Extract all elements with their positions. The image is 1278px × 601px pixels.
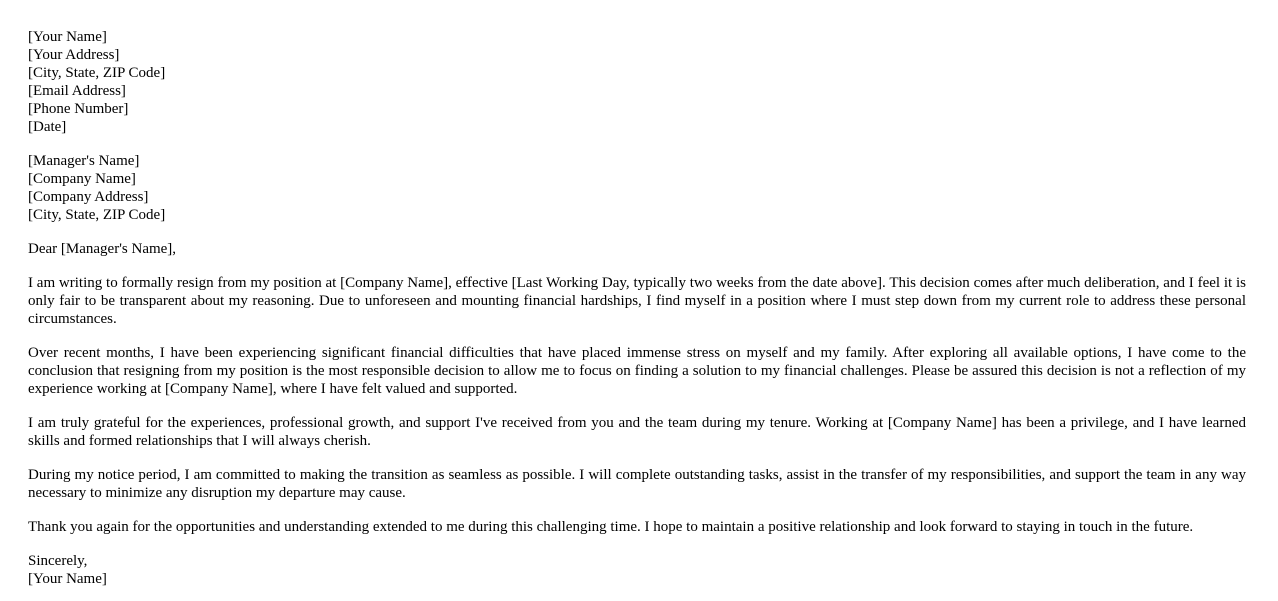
body-paragraph-financial-reason: Over recent months, I have been experiencing significant financial difficulties that have placed immense stress on myself and my family. After exploring all available options, I have come to the conclusion that resigning from my position is the most responsible decision to allow me to focus on finding a solution to my financial challenges. Please be assured this decision is not a reflection of my experience working at [Company Name], where I have felt valued and supported. — [28, 345, 1246, 397]
sender-name: [Your Name] — [28, 29, 107, 45]
letter-date: [Date] — [28, 119, 67, 135]
sender-city-state-zip: [City, State, ZIP Code] — [28, 65, 166, 81]
resignation-letter — [28, 28, 1246, 588]
salutation: Dear [Manager's Name], — [28, 241, 177, 257]
recipient-city-state-zip: [City, State, ZIP Code] — [28, 207, 166, 223]
body-paragraph-thanks: Thank you again for the opportunities and understanding extended to me during this challenging time. I hope to maintain a positive relationship and look forward to staying in touch in the future. — [28, 519, 1194, 535]
sender-address-block — [28, 28, 1246, 136]
recipient-company-name: [Company Name] — [28, 171, 136, 187]
body-paragraph-gratitude: I am truly grateful for the experiences, professional growth, and support I've received from you and the team during my tenure. Working at [Company Name] has been a privilege, and I have learned skills and formed relationships that I will always cherish. — [28, 415, 1246, 449]
closing-phrase: Sincerely, — [28, 553, 88, 569]
closing-block — [28, 552, 1246, 588]
signature-name: [Your Name] — [28, 571, 107, 587]
recipient-company-address: [Company Address] — [28, 189, 149, 205]
sender-address: [Your Address] — [28, 47, 120, 63]
body-paragraph-resignation-notice: I am writing to formally resign from my position at [Company Name], effective [Last Working Day, typically two weeks from the date above]. This decision comes after much deliberation, and I feel it is only fair to be transparent about my reasoning. Due to unforeseen and mounting financial hardships, I find myself in a position where I must step down from my current role to address these personal circumstances. — [28, 275, 1246, 327]
body-paragraph-transition: During my notice period, I am committed to making the transition as seamless as possible. I will complete outstanding tasks, assist in the transfer of my responsibilities, and support the team in any way necessary to minimize any disruption my departure may cause. — [28, 467, 1246, 501]
recipient-address-block — [28, 152, 1246, 224]
sender-phone: [Phone Number] — [28, 101, 129, 117]
recipient-manager-name: [Manager's Name] — [28, 153, 140, 169]
sender-email: [Email Address] — [28, 83, 126, 99]
